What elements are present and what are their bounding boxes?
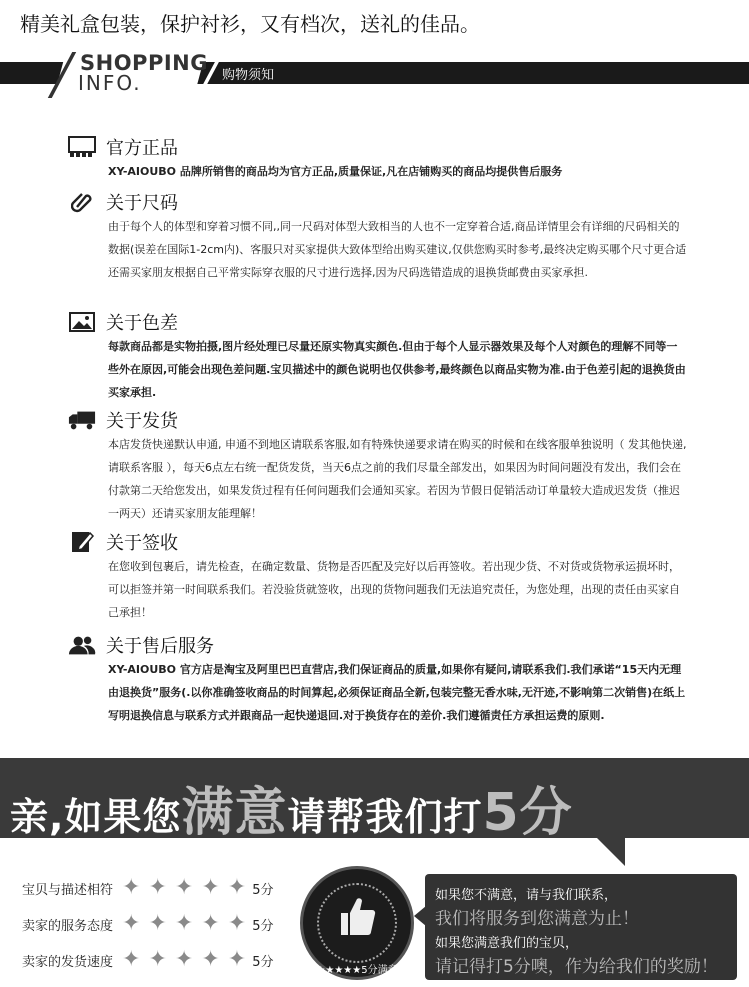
image-icon [68, 311, 96, 333]
section-shipping [68, 407, 688, 525]
star-icon: ✦ [148, 911, 167, 936]
section-title: 关于尺码 [106, 193, 178, 214]
banner-part-3: 请帮我们打 [287, 795, 483, 839]
star-icon: ✦ [201, 947, 220, 972]
headline: 精美礼盒包装，保护衬衫，又有档次，送礼的佳品。 [20, 12, 480, 36]
banner-text [10, 770, 573, 845]
badge-label: ★★★★★5分满意 [316, 965, 398, 976]
thumbs-up-badge [300, 866, 414, 980]
rating-label: 宝贝与描述相符 [22, 882, 114, 898]
rating-row [22, 876, 273, 900]
message-line-2: 我们将服务到您满意为止！ [435, 909, 639, 929]
star-icon: ✦ [227, 947, 247, 972]
rating-label: 卖家的发货速度 [22, 954, 114, 970]
rating-row [22, 912, 273, 936]
info-title-line1: SHOPPING [80, 51, 208, 75]
section-after-sales [68, 632, 688, 727]
section-body: 每款商品都是实物拍摄,图片经处理已尽量还原实物真实颜色.但由于每个人显示器效果及每个人对颜色的理解不同等一些外在原因,可能会出现色差问题.宝贝描述中的颜色说明也仅供参考,最终颜色以商品实物为准.由于色差引起的退换货由买家承担. [108, 340, 686, 399]
section-body: 在您收到包裹后，请先检查，在确定数量、货物是否匹配及完好以后再签收。若出现少货、不对货或货物承运损坏时，可以拒签并第一时间联系我们。若没验货就签收，出现的货物问题我们无法追究责任，为您处理，出现的责任由买家自己承担！ [108, 560, 680, 619]
star-icon: ✦ [122, 947, 141, 972]
rating-score: 5分 [252, 882, 274, 898]
star-icon: ✦ [174, 947, 194, 972]
rating-row [22, 948, 273, 972]
section-title: 关于签收 [106, 533, 178, 554]
thumbs-up-icon [337, 895, 377, 937]
section-signing [68, 529, 688, 624]
banner-tail [595, 836, 625, 866]
banner-part-2: 满意 [181, 783, 288, 843]
message-line-4: 请记得打5分噢，作为给我们的奖励！ [435, 957, 718, 977]
message-line-1: 如果您不满意，请与我们联系， [435, 888, 618, 903]
section-size [68, 189, 688, 284]
star-icon: ✦ [201, 875, 220, 900]
section-title: 关于发货 [106, 411, 178, 432]
info-title-line2: INFO. [78, 71, 142, 95]
edit-icon [68, 531, 96, 553]
star-icon: ✦ [201, 911, 220, 936]
rating-label: 卖家的服务态度 [22, 918, 114, 934]
star-icon: ✦ [227, 911, 247, 936]
section-body: XY-AIOUBO 官方店是淘宝及阿里巴巴直营店,我们保证商品的质量,如果你有疑问,请联系我们.我们承诺“15天内无理由退换货”服务(.以你准确签收商品的时间算起,必须保证商品全新,包装完整无香水味,无汗迹,不影响第二次销售)在纸上写明退换信息与联系方式并跟商品一起快递退回.对于换货存在的差价.我们遵循责任方承担运费的原则. [108, 663, 686, 722]
section-color [68, 309, 688, 404]
rating-score: 5分 [252, 954, 274, 970]
star-icon: ✦ [122, 875, 141, 900]
banner-part-1: 亲,如果您 [10, 795, 182, 839]
section-body: XY-AIOUBO 品牌所销售的商品均为官方正品,质量保证,凡在店铺购买的商品均提供售后服务 [108, 165, 563, 178]
rating-stars [122, 876, 254, 900]
store-icon [68, 136, 96, 158]
section-body: 本店发货快递默认申通, 申通不到地区请联系客服,如有特殊快递要求请在购买的时候和在线客服单独说明（ 发其他快递, 请联系客服 ），每天6点左右统一配货发货，当天6点之前的我们尽量全部发出，如果因为时间问题没有发出，我们会在付款第二天给您发出，如果发货过程有任何问题我们会通知买家。若因为节假日促销活动订单量较大造成迟发货（推迟一两天）还请买家朋友能理解！ [108, 438, 687, 520]
banner-part-4: 5分 [482, 783, 573, 843]
star-icon: ✦ [227, 875, 247, 900]
users-icon [68, 634, 96, 656]
star-icon: ✦ [122, 911, 141, 936]
section-title: 关于售后服务 [106, 636, 214, 657]
section-title: 官方正品 [106, 138, 178, 159]
info-subtitle: 购物须知 [222, 68, 275, 83]
star-icon: ✦ [174, 875, 194, 900]
star-icon: ✦ [148, 875, 167, 900]
rating-score: 5分 [252, 918, 274, 934]
rating-stars [122, 912, 254, 936]
section-body: 由于每个人的体型和穿着习惯不同,,同一尺码对体型大致相当的人也不一定穿着合适,商品详情里会有详细的尺码相关的数据(误差在国际1-2cm内)、客服只对买家提供大致体型给出购买建议,仅供您购买时参考,最终决定购买哪个尺寸更合适还需买家朋友根据自己平常实际穿衣服的尺寸进行选择,因为尺码选错造成的退换货邮费由买家承担. [108, 220, 687, 279]
section-title: 关于色差 [106, 313, 178, 334]
star-icon: ✦ [148, 947, 167, 972]
section-authentic [68, 134, 688, 183]
star-icon: ✦ [174, 911, 194, 936]
paperclip-icon [68, 191, 96, 213]
truck-icon [68, 409, 96, 431]
rating-stars [122, 948, 254, 972]
message-line-3: 如果您满意我们的宝贝， [435, 936, 579, 951]
